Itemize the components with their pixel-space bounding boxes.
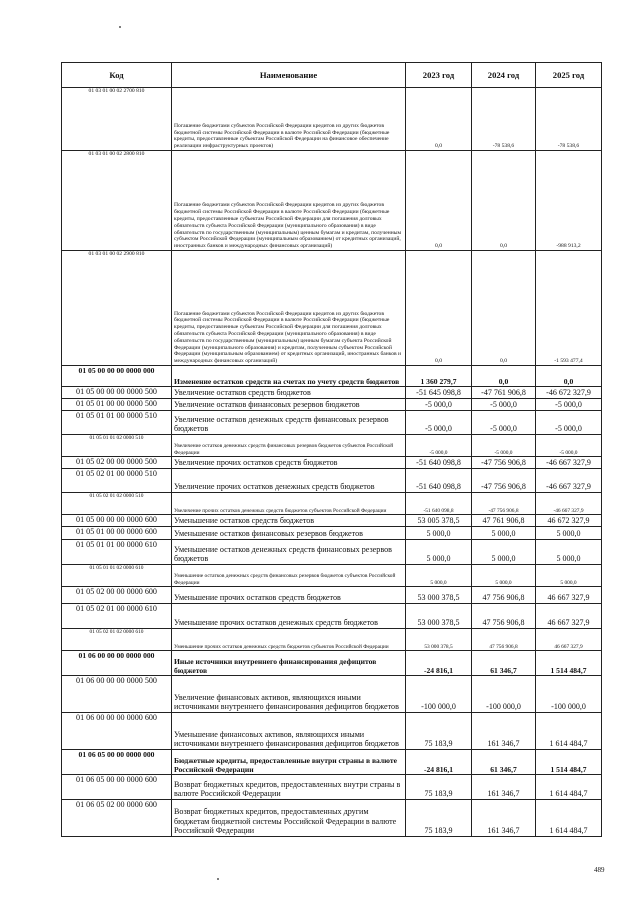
row-code: 01 06 00 00 00 0000 500	[62, 676, 172, 713]
row-value-2025: -5 000,0	[536, 435, 602, 457]
row-value-2024: -78 538,6	[472, 88, 536, 151]
table-row	[62, 775, 602, 800]
row-value-2023: 75 183,9	[406, 713, 472, 750]
row-value-2023: 53 005 378,5	[406, 515, 472, 527]
row-value-2024: 61 346,7	[472, 651, 536, 676]
row-value-2023: 53 000 378,5	[406, 629, 472, 651]
row-code: 01 05 01 00 00 0000 500	[62, 399, 172, 411]
row-code: 01 05 00 00 00 0000 500	[62, 387, 172, 399]
row-code: 01 05 02 01 00 0000 610	[62, 604, 172, 629]
row-value-2023: 5 000,0	[406, 565, 472, 587]
row-value-2023: -51 645 098,8	[406, 387, 472, 399]
row-value-2024: 5 000,0	[472, 527, 536, 540]
row-value-2024: -47 756 906,8	[472, 493, 536, 515]
row-value-2025: -46 672 327,9	[536, 387, 602, 399]
row-value-2025: 1 514 484,7	[536, 750, 602, 775]
row-value-2024: 47 756 906,8	[472, 604, 536, 629]
row-name: Увеличение финансовых активов, являющихся иными источниками внутреннего финансирования дефицитов бюджетов	[172, 676, 406, 713]
row-value-2023: 53 000 378,5	[406, 604, 472, 629]
row-value-2024: 47 761 906,8	[472, 515, 536, 527]
header-name: Наименование	[172, 63, 406, 88]
row-value-2025: 5 000,0	[536, 565, 602, 587]
row-name: Увеличение остатков финансовых резервов бюджетов	[172, 399, 406, 411]
row-value-2025: 46 672 327,9	[536, 515, 602, 527]
row-value-2025: 1 614 484,7	[536, 775, 602, 800]
header-2023: 2023 год	[406, 63, 472, 88]
table-row	[62, 399, 602, 411]
row-value-2023: -100 000,0	[406, 676, 472, 713]
table-row	[62, 493, 602, 515]
row-value-2025: -5 000,0	[536, 399, 602, 411]
row-value-2024: 0,0	[472, 366, 536, 387]
row-code: 01 05 02 01 02 0000 610	[62, 629, 172, 651]
row-code: 01 05 01 01 02 0000 510	[62, 435, 172, 457]
row-name: Уменьшение остатков финансовых резервов бюджетов	[172, 527, 406, 540]
row-value-2025: -1 593 477,4	[536, 251, 602, 366]
row-name: Увеличение прочих остатков денежных средств бюджетов	[172, 469, 406, 493]
row-value-2024: -47 756 906,8	[472, 469, 536, 493]
header-2025: 2025 год	[536, 63, 602, 88]
row-name: Возврат бюджетных кредитов, предоставленных другим бюджетам бюджетной системы Российской Федерации в валюте Российской Федерации	[172, 800, 406, 837]
row-value-2023: -51 640 098,8	[406, 493, 472, 515]
row-name: Уменьшение остатков денежных средств финансовых резервов бюджетов субъектов Российской Федерации	[172, 565, 406, 587]
row-value-2024: -47 756 906,8	[472, 457, 536, 469]
table-row	[62, 676, 602, 713]
table-row	[62, 366, 602, 387]
table-row	[62, 88, 602, 151]
row-value-2024: 61 346,7	[472, 750, 536, 775]
table-row	[62, 713, 602, 750]
row-value-2023: -24 816,1	[406, 750, 472, 775]
row-value-2023: -5 000,0	[406, 435, 472, 457]
row-value-2023: -5 000,0	[406, 411, 472, 435]
row-name: Погашение бюджетами субъектов Российской Федерации кредитов из других бюджетов бюджетной системы Российской Федерации в валюте Российской Федерации (бюджетные кредиты, предоставленные субъектам Российской Федерации для погашения долговых обязательств субъекта Российской Федерации (муниципального образования) в виде обязательств по государственным (муниципальным) ценным бумагам субъекта Российской Федерации (муниципального образования) и кредитам, полученным субъектом Российской Федерации (муниципальным образованием) от кредитных организаций, иностранных банков и международных финансовых организаций)	[172, 251, 406, 366]
table-row	[62, 457, 602, 469]
row-value-2023: -51 640 098,8	[406, 469, 472, 493]
row-name: Увеличение остатков денежных средств финансовых резервов бюджетов	[172, 411, 406, 435]
table-row	[62, 151, 602, 251]
row-code: 01 05 01 01 00 0000 610	[62, 540, 172, 565]
row-value-2025: 1 614 484,7	[536, 713, 602, 750]
row-value-2025: 5 000,0	[536, 527, 602, 540]
row-value-2024: 161 346,7	[472, 713, 536, 750]
row-name: Изменение остатков средств на счетах по учету средств бюджетов	[172, 366, 406, 387]
row-code: 01 05 00 00 00 0000 000	[62, 366, 172, 387]
table-row	[62, 629, 602, 651]
row-value-2025: -46 667 327,9	[536, 493, 602, 515]
row-code: 01 06 05 02 00 0000 600	[62, 800, 172, 837]
row-name: Возврат бюджетных кредитов, предоставленных внутри страны в валюте Российской Федерации	[172, 775, 406, 800]
table-row	[62, 435, 602, 457]
row-value-2025: -78 538,6	[536, 88, 602, 151]
row-code: 01 03 01 00 02 2700 810	[62, 88, 172, 151]
row-code: 01 06 05 00 00 0000 600	[62, 775, 172, 800]
row-code: 01 06 00 00 00 0000 000	[62, 651, 172, 676]
row-value-2025: 46 667 327,9	[536, 604, 602, 629]
table-row	[62, 411, 602, 435]
row-code: 01 05 01 00 00 0000 600	[62, 527, 172, 540]
row-value-2023: 5 000,0	[406, 527, 472, 540]
row-value-2023: 5 000,0	[406, 540, 472, 565]
row-value-2024: -5 000,0	[472, 435, 536, 457]
table-row	[62, 565, 602, 587]
row-value-2025: -46 667 327,9	[536, 457, 602, 469]
scan-speck	[217, 878, 219, 880]
row-name: Уменьшение остатков денежных средств финансовых резервов бюджетов	[172, 540, 406, 565]
row-name: Увеличение прочих остатков средств бюджетов	[172, 457, 406, 469]
table-row	[62, 387, 602, 399]
table-row	[62, 800, 602, 837]
row-value-2023: 75 183,9	[406, 775, 472, 800]
row-value-2025: -46 667 327,9	[536, 469, 602, 493]
header-2024: 2024 год	[472, 63, 536, 88]
table-row	[62, 750, 602, 775]
row-value-2025: -5 000,0	[536, 411, 602, 435]
row-value-2024: 5 000,0	[472, 540, 536, 565]
row-code: 01 05 00 00 00 0000 600	[62, 515, 172, 527]
row-name: Уменьшение прочих остатков средств бюджетов	[172, 587, 406, 604]
row-value-2024: 161 346,7	[472, 800, 536, 837]
row-code: 01 03 01 00 02 2900 810	[62, 251, 172, 366]
row-value-2025: 46 667 327,9	[536, 629, 602, 651]
row-value-2023: -24 816,1	[406, 651, 472, 676]
row-code: 01 06 00 00 00 0000 600	[62, 713, 172, 750]
row-name: Иные источники внутреннего финансирования дефицитов бюджетов	[172, 651, 406, 676]
row-value-2023: -5 000,0	[406, 399, 472, 411]
row-value-2024: 47 756 906,8	[472, 629, 536, 651]
budget-sources-table	[61, 62, 602, 837]
row-value-2025: 5 000,0	[536, 540, 602, 565]
row-value-2023: 0,0	[406, 88, 472, 151]
row-value-2023: 1 360 279,7	[406, 366, 472, 387]
table-row	[62, 651, 602, 676]
table-row	[62, 527, 602, 540]
row-name: Уменьшение остатков средств бюджетов	[172, 515, 406, 527]
row-code: 01 05 01 01 02 0000 610	[62, 565, 172, 587]
row-value-2025: -988 913,2	[536, 151, 602, 251]
row-code: 01 05 02 01 02 0000 510	[62, 493, 172, 515]
row-value-2023: 0,0	[406, 251, 472, 366]
row-value-2024: 0,0	[472, 251, 536, 366]
header-code: Код	[62, 63, 172, 88]
table-row	[62, 515, 602, 527]
row-value-2025: 1 514 484,7	[536, 651, 602, 676]
row-name: Увеличение остатков средств бюджетов	[172, 387, 406, 399]
row-name: Уменьшение прочих остатков денежных средств бюджетов	[172, 604, 406, 629]
row-name: Уменьшение финансовых активов, являющихся иными источниками внутреннего финансирования дефицитов бюджетов	[172, 713, 406, 750]
row-value-2025: 1 614 484,7	[536, 800, 602, 837]
table-row	[62, 469, 602, 493]
row-code: 01 06 05 00 00 0000 000	[62, 750, 172, 775]
row-value-2024: 47 756 906,8	[472, 587, 536, 604]
row-code: 01 05 02 00 00 0000 500	[62, 457, 172, 469]
page-number: 489	[594, 866, 605, 874]
row-code: 01 05 01 01 00 0000 510	[62, 411, 172, 435]
row-name: Увеличение остатков денежных средств финансовых резервов бюджетов субъектов Российской Федерации	[172, 435, 406, 457]
row-code: 01 05 02 01 00 0000 510	[62, 469, 172, 493]
row-value-2025: 46 667 327,9	[536, 587, 602, 604]
row-value-2024: -47 761 906,8	[472, 387, 536, 399]
table-row	[62, 587, 602, 604]
row-name: Увеличение прочих остатков денежных средств бюджетов субъектов Российской Федерации	[172, 493, 406, 515]
row-value-2024: 0,0	[472, 151, 536, 251]
row-value-2024: 161 346,7	[472, 775, 536, 800]
row-value-2025: 0,0	[536, 366, 602, 387]
row-value-2024: -100 000,0	[472, 676, 536, 713]
table-row	[62, 251, 602, 366]
row-value-2024: -5 000,0	[472, 411, 536, 435]
row-value-2023: 0,0	[406, 151, 472, 251]
row-value-2023: 53 000 378,5	[406, 587, 472, 604]
row-value-2024: 5 000,0	[472, 565, 536, 587]
row-name: Бюджетные кредиты, предоставленные внутри страны в валюте Российской Федерации	[172, 750, 406, 775]
scan-speck	[119, 26, 121, 28]
row-name: Погашение бюджетами субъектов Российской Федерации кредитов из других бюджетов бюджетной системы Российской Федерации в валюте Российской Федерации (бюджетные кредиты, предоставленные субъектам Российской Федерации на финансовое обеспечение реализации инфраструктурных проектов)	[172, 88, 406, 151]
table-row	[62, 604, 602, 629]
row-code: 01 05 02 00 00 0000 600	[62, 587, 172, 604]
row-value-2023: 75 183,9	[406, 800, 472, 837]
row-value-2025: -100 000,0	[536, 676, 602, 713]
row-value-2023: -51 640 098,8	[406, 457, 472, 469]
row-code: 01 03 01 00 02 2800 810	[62, 151, 172, 251]
table-header-row	[62, 63, 602, 88]
table-row	[62, 540, 602, 565]
row-name: Погашение бюджетами субъектов Российской Федерации кредитов из других бюджетов бюджетной системы Российской Федерации в валюте Российской Федерации (бюджетные кредиты, предоставленные субъектам Российской Федерации для погашения долговых обязательств субъекта Российской Федерации (муниципального образования) в виде обязательств по государственным (муниципальным) ценным бумагам и кредитам, полученным субъектом Российской Федерации (муниципальным образованием) от кредитных организаций, иностранных банков и международных финансовых организаций)	[172, 151, 406, 251]
row-name: Уменьшение прочих остатков денежных средств бюджетов субъектов Российской Федерации	[172, 629, 406, 651]
row-value-2024: -5 000,0	[472, 399, 536, 411]
